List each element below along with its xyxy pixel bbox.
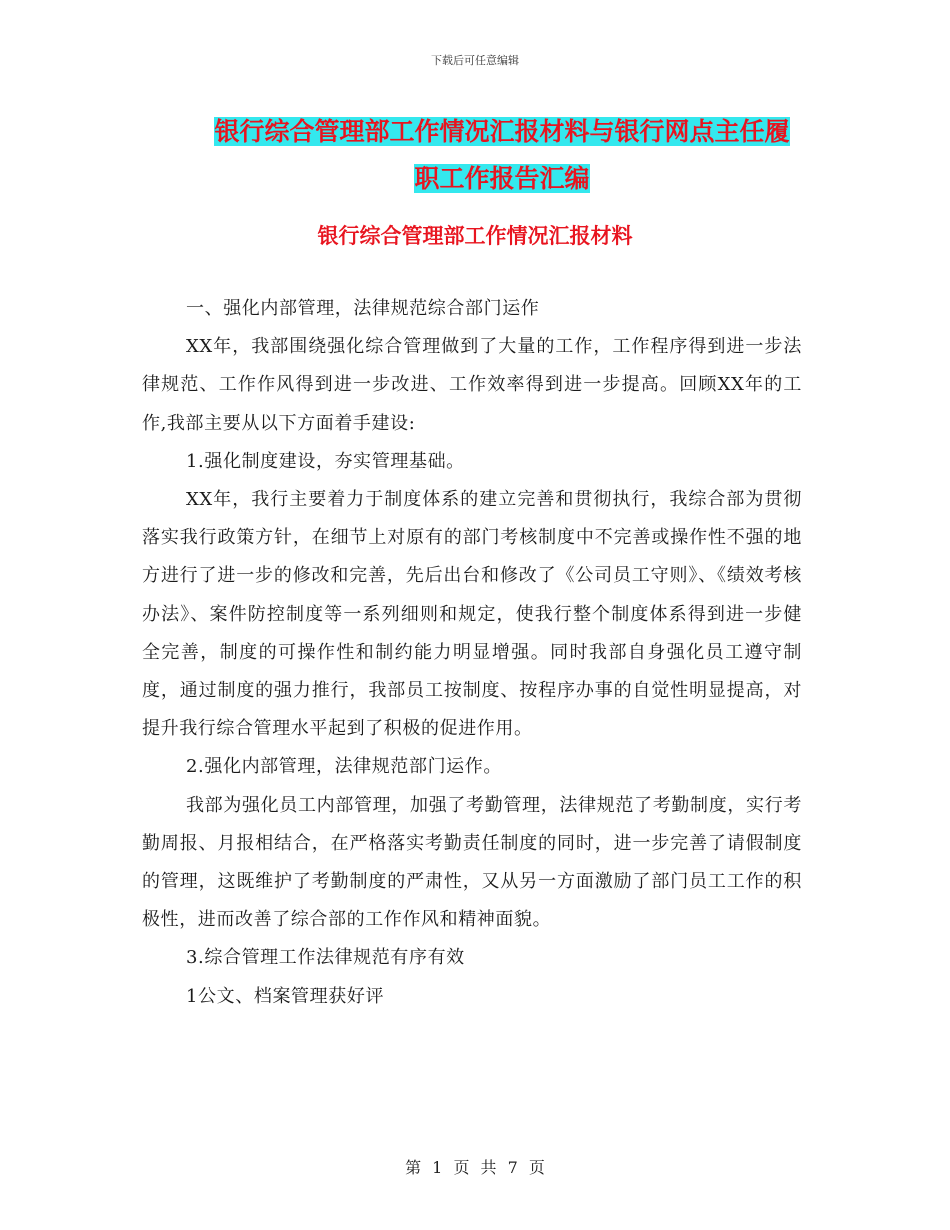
section-title: 银行综合管理部工作情况汇报材料 — [317, 224, 633, 248]
paragraph: 我部为强化员工内部管理，加强了考勤管理，法律规范了考勤制度，实行考勤周报、月报相结合，在严格落实考勤责任制度的同时，进一步完善了请假制度的管理，这既维护了考勤制度的严肃性，又从另一方面激励了部门员工工作的积极性，进而改善了综合部的工作作风和精神面貌。 — [142, 794, 802, 931]
paragraph-heading-1: 一、强化内部管理，法律规范综合部门运作 — [186, 298, 540, 319]
document-body — [142, 290, 802, 1016]
header-note: 下载后可任意编辑 — [431, 54, 519, 67]
paragraph-subheading-2: 2.强化内部管理，法律规范部门运作。 — [186, 756, 502, 778]
paragraph-subheading-3-1: 1公文、档案管理获好评 — [186, 985, 385, 1007]
page-indicator: 第 1 页 共 7 页 — [405, 1158, 545, 1177]
paragraph: XX年，我行主要着力于制度体系的建立完善和贯彻执行，我综合部为贯彻落实我行政策方针，在细节上对原有的部门考核制度中不完善或操作性不强的地方进行了进一步的修改和完善，先后出台和修改了《公司员工守则》、《绩效考核办法》、案件防控制度等一系列细则和规定，使我行整个制度体系得到进一步健全完善，制度的可操作性和制约能力明显增强。同时我部自身强化员工遵守制度，通过制度的强力推行，我部员工按制度、按程序办事的自觉性明显提高，对提升我行综合管理水平起到了积极的促进作用。 — [142, 489, 802, 740]
document-title — [192, 108, 812, 202]
paragraph: XX年，我部围绕强化综合管理做到了大量的工作，工作程序得到进一步法律规范、工作作风得到进一步改进、工作效率得到进一步提高。回顾XX年的工作,我部主要从以下方面着手建设: — [142, 336, 802, 434]
paragraph-subheading-3: 3.综合管理工作法律规范有序有效 — [186, 947, 465, 969]
document-title-line-1: 银行综合管理部工作情况汇报材料与银行网点主任履 — [214, 117, 790, 146]
paragraph-subheading-1: 1.强化制度建设，夯实管理基础。 — [186, 450, 465, 472]
document-title-line-2: 职工作报告汇编 — [414, 164, 590, 193]
